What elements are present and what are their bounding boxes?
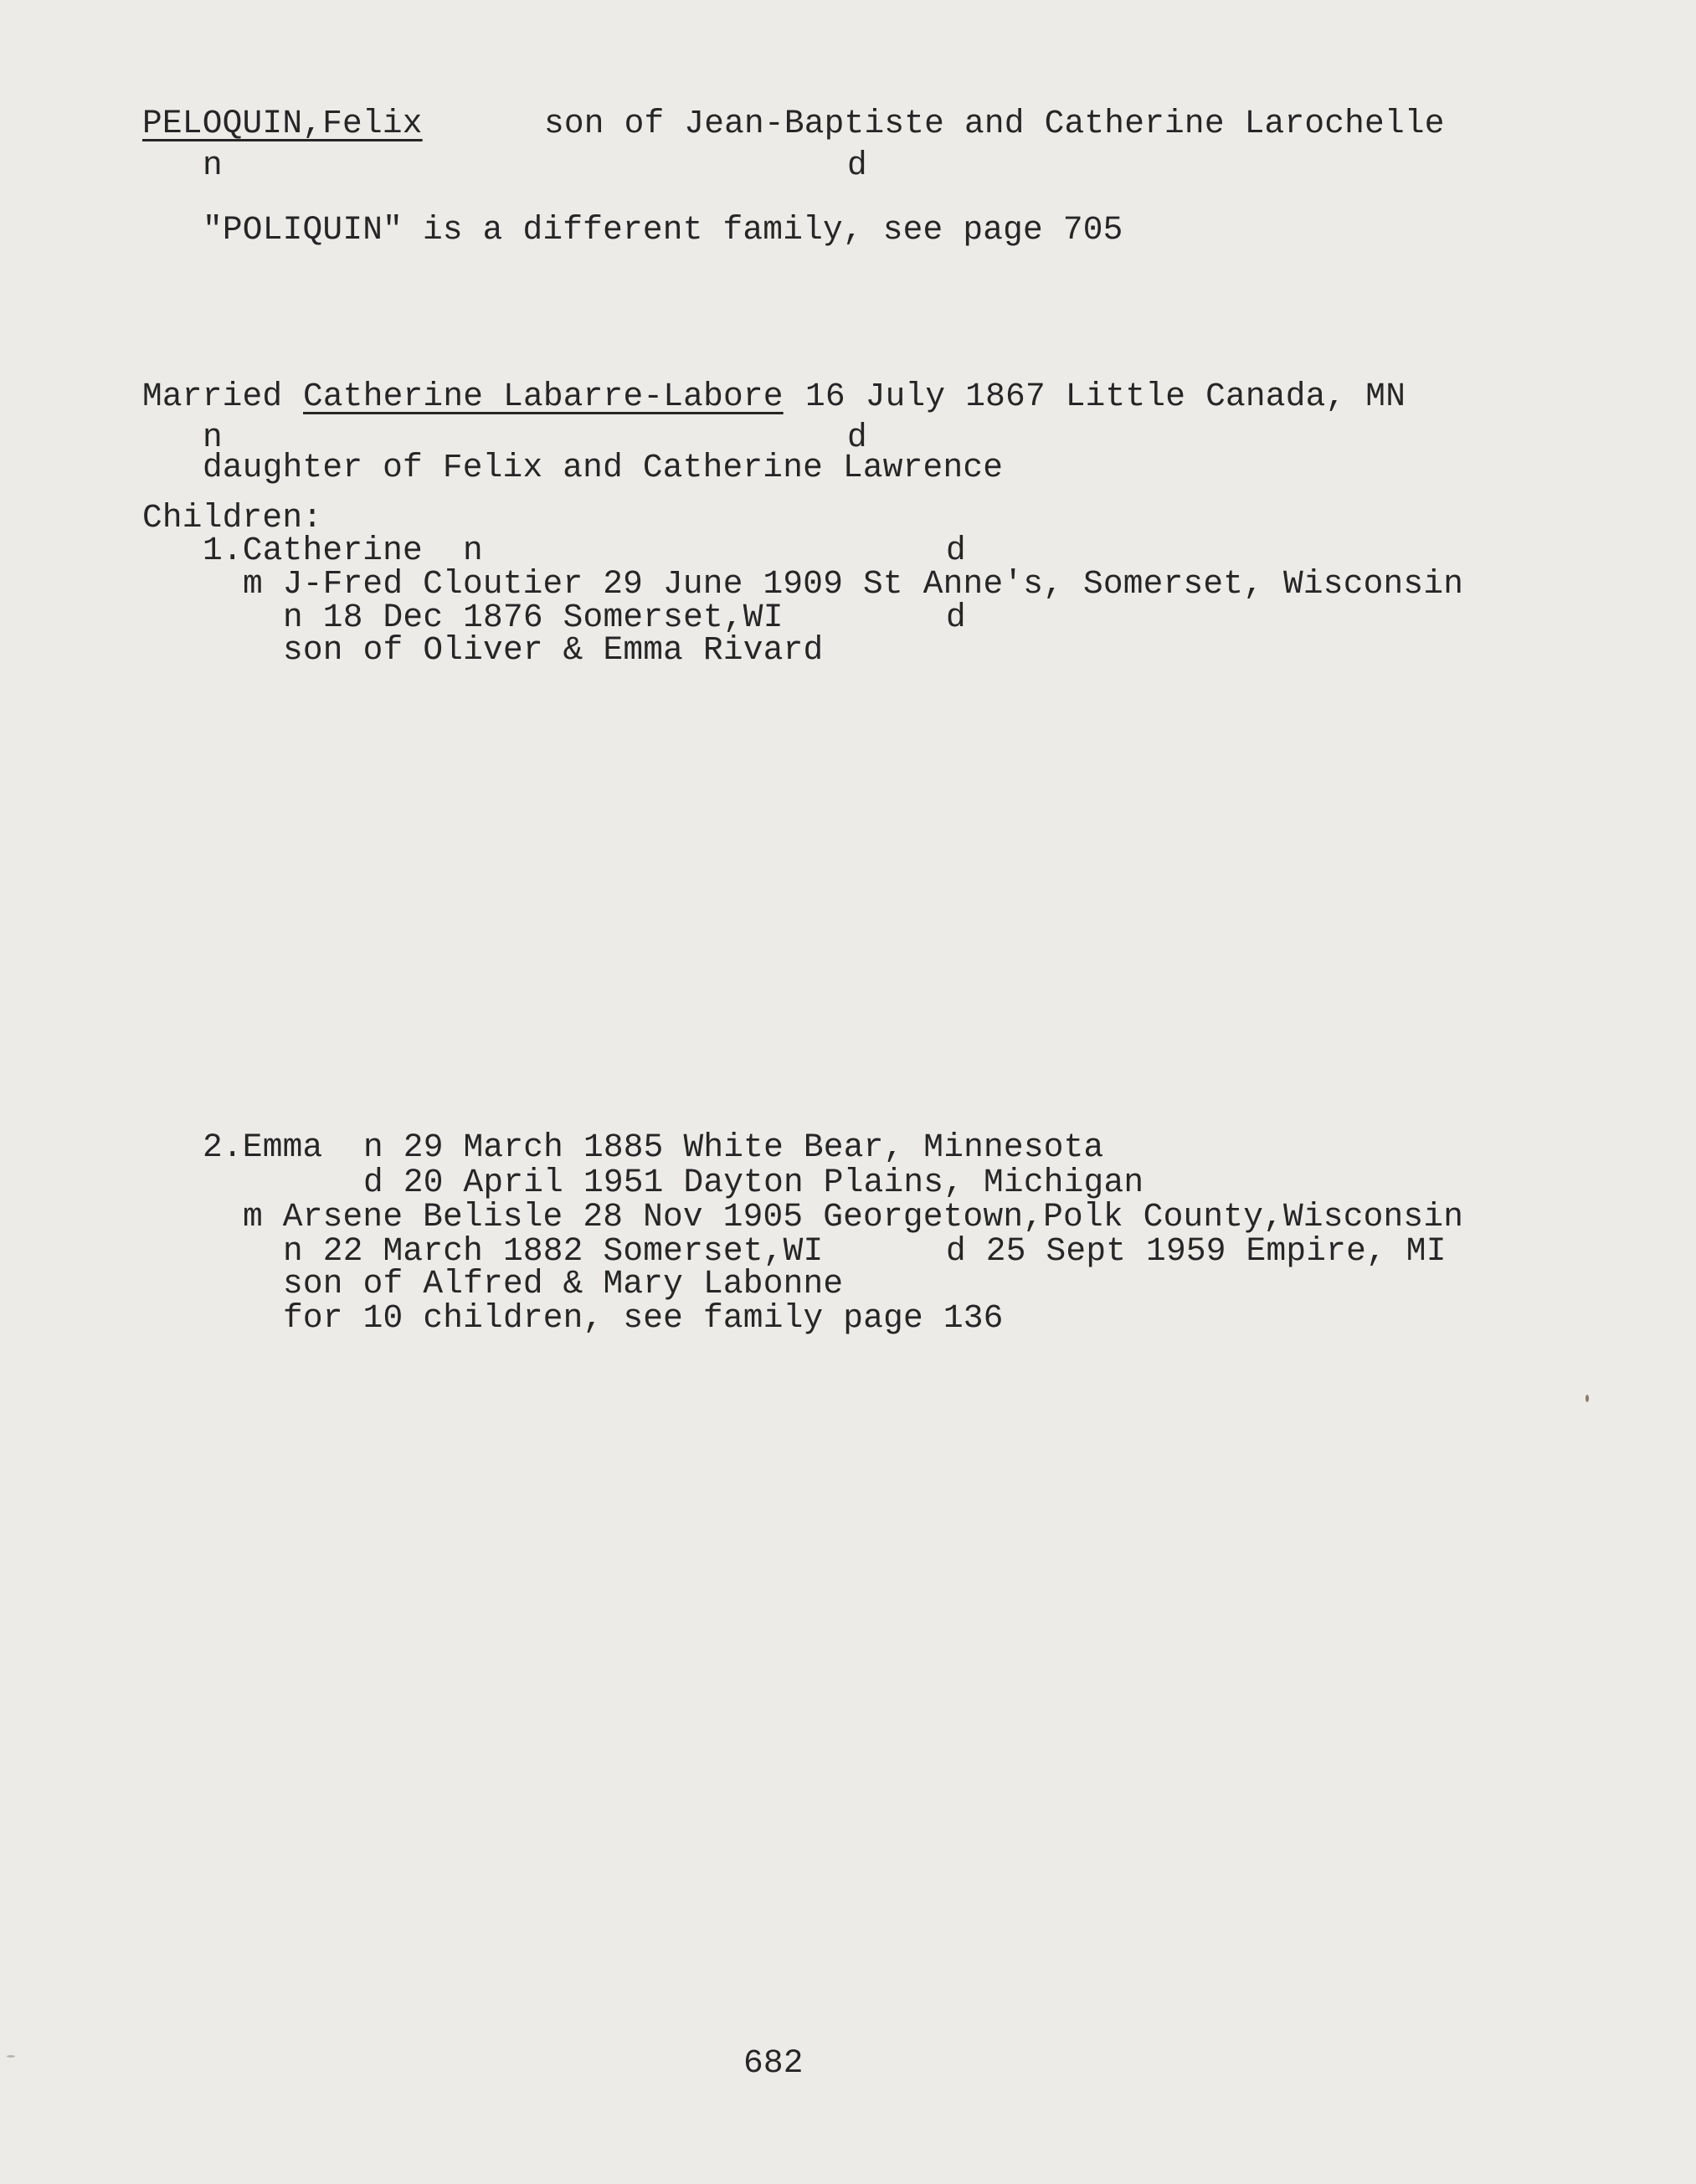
child1-death-label: d: [946, 532, 966, 569]
person-death-label: d: [847, 146, 867, 184]
page-number: 682: [743, 2044, 804, 2082]
spouse-name: Catherine Labarre-Labore: [303, 378, 784, 415]
child2-birth: n 29 March 1885 White Bear, Minnesota: [363, 1128, 1104, 1166]
paper-mark: [7, 2055, 15, 2058]
child2-spouse-parents: son of Alfred & Mary Labonne: [283, 1265, 844, 1303]
children-heading: Children:: [142, 499, 323, 537]
spouse-death-label: d: [847, 419, 867, 456]
person-parents: son of Jean-Baptiste and Catherine Larochelle: [544, 105, 1445, 142]
family-note: "POLIQUIN" is a different family, see page 705: [203, 211, 1123, 249]
child1-marriage: m J-Fred Cloutier 29 June 1909 St Anne's, Somerset, Wisconsin: [243, 565, 1464, 603]
child2-marriage: m Arsene Belisle 28 Nov 1905 Georgetown,Polk County,Wisconsin: [243, 1198, 1464, 1236]
child1-spouse-parents: son of Oliver & Emma Rivard: [283, 631, 824, 669]
child2-spouse-death: d 25 Sept 1959 Empire, MI: [946, 1232, 1447, 1270]
spouse-birth-label: n: [203, 419, 223, 456]
paper-speck: [1586, 1395, 1589, 1402]
child1-spouse-birth: n 18 Dec 1876 Somerset,WI: [283, 599, 784, 636]
child1-spouse-death: d: [946, 599, 966, 636]
person-name: PELOQUIN,Felix: [142, 105, 423, 142]
child2-name: 2.Emma: [203, 1128, 323, 1166]
marriage-details: 16 July 1867 Little Canada, MN: [805, 378, 1406, 415]
marriage-prefix: Married: [142, 378, 283, 415]
child2-spouse-birth: n 22 March 1882 Somerset,WI: [283, 1232, 824, 1270]
child2-death: d 20 April 1951 Dayton Plains, Michigan: [363, 1164, 1144, 1201]
child1-birth-label: n: [463, 532, 483, 569]
child2-children-note: for 10 children, see family page 136: [283, 1299, 1004, 1337]
person-birth-label: n: [203, 146, 223, 184]
spouse-parents: daughter of Felix and Catherine Lawrence: [203, 449, 1004, 486]
child1-name: 1.Catherine: [203, 532, 423, 569]
